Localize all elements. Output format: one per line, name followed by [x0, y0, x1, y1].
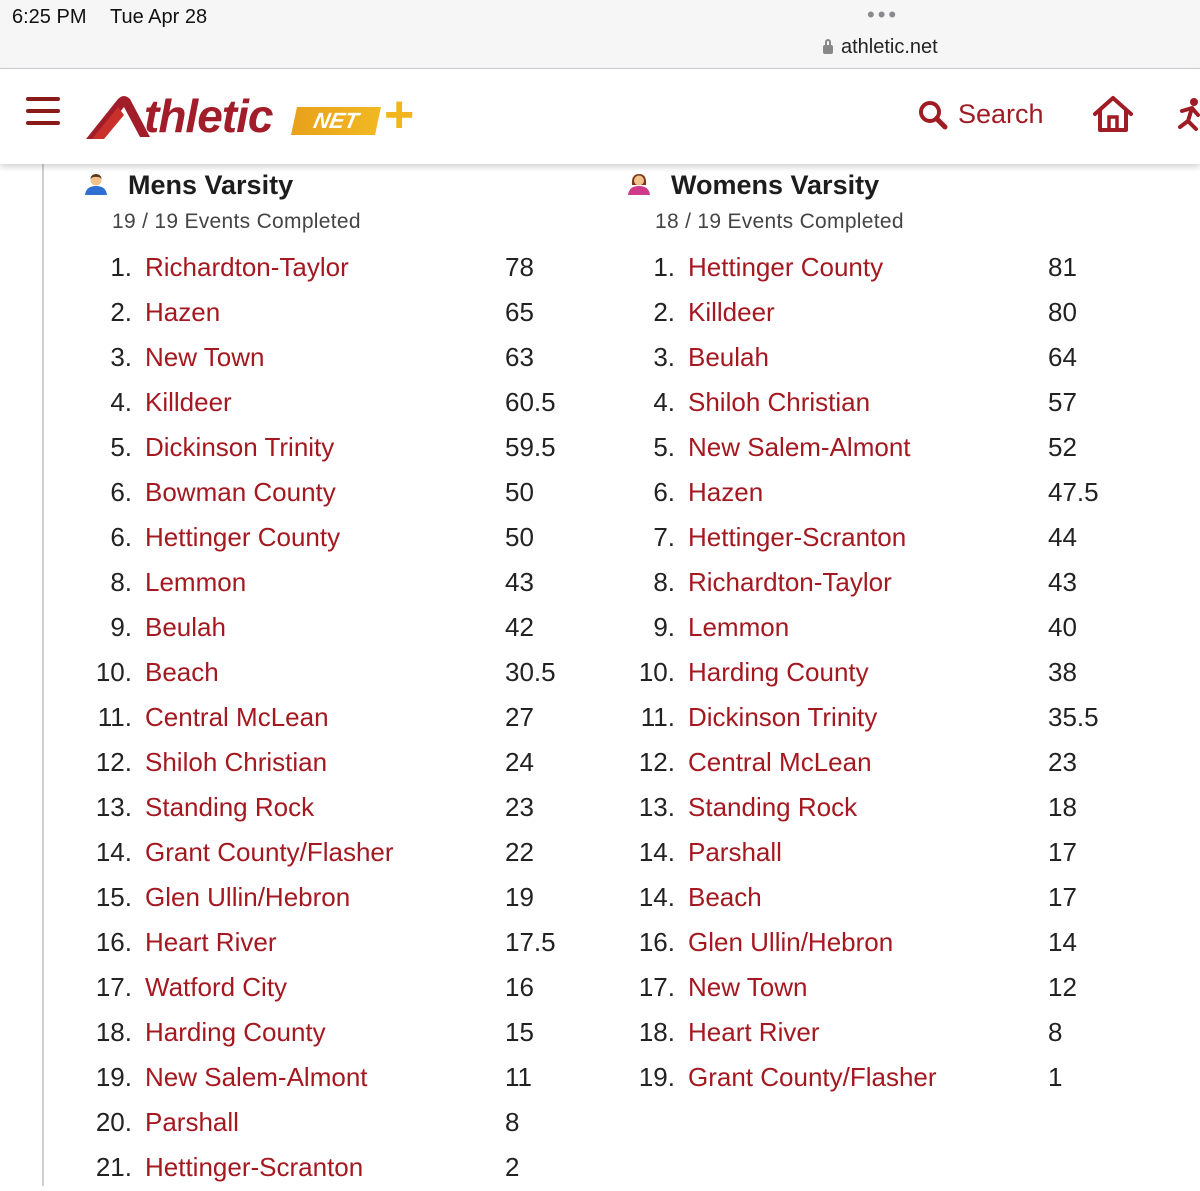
team-rank: 2.	[110, 297, 132, 327]
team-name-link[interactable]: Beulah	[688, 342, 769, 372]
team-result-row[interactable]	[627, 561, 1147, 606]
team-result-row[interactable]	[84, 291, 604, 336]
team-rank: 14.	[95, 837, 132, 867]
team-name-link[interactable]: Heart River	[688, 1017, 820, 1047]
team-result-row[interactable]	[627, 966, 1147, 1011]
team-name-link[interactable]: Beulah	[145, 612, 226, 642]
team-name-link[interactable]: Hazen	[145, 297, 221, 327]
team-result-row[interactable]	[84, 336, 604, 381]
team-result-row[interactable]	[627, 786, 1147, 831]
team-name-link[interactable]: Killdeer	[145, 387, 232, 417]
team-name-link[interactable]: New Town	[145, 342, 265, 372]
team-rank: 17.	[638, 972, 675, 1002]
team-result-row[interactable]	[627, 246, 1147, 291]
team-name-link[interactable]: Dickinson Trinity	[688, 702, 878, 732]
team-points: 60.5	[505, 387, 556, 417]
team-name-link[interactable]: New Town	[688, 972, 808, 1002]
team-rank: 10.	[638, 657, 675, 687]
team-points: 78	[505, 252, 534, 282]
team-name-link[interactable]: Watford City	[145, 972, 288, 1002]
team-rank: 6.	[110, 522, 132, 552]
team-rank: 11.	[640, 702, 675, 732]
team-result-row[interactable]	[84, 651, 604, 696]
browser-status-bar	[0, 0, 1200, 69]
team-rank: 16.	[95, 927, 132, 957]
team-rank: 1.	[653, 252, 675, 282]
team-name-link[interactable]: Glen Ullin/Hebron	[688, 927, 894, 957]
team-rank: 13.	[638, 792, 675, 822]
team-points: 65	[505, 297, 534, 327]
team-points: 63	[505, 342, 534, 372]
team-result-row[interactable]	[84, 606, 604, 651]
team-points: 18	[1048, 792, 1077, 822]
team-points: 2	[505, 1152, 520, 1182]
team-rank: 15.	[95, 882, 132, 912]
team-rank: 16.	[638, 927, 675, 957]
team-result-row[interactable]	[84, 741, 604, 786]
team-rank: 7.	[653, 522, 675, 552]
team-name-link[interactable]: Hazen	[688, 477, 764, 507]
team-name-link[interactable]: Parshall	[688, 837, 782, 867]
team-result-row[interactable]	[627, 1011, 1147, 1056]
team-name-link[interactable]: Hettinger County	[145, 522, 341, 552]
team-name-link[interactable]: Beach	[145, 657, 219, 687]
status-date: Tue Apr 28	[110, 6, 208, 28]
team-points: 16	[505, 972, 534, 1002]
team-scores-content	[0, 164, 1200, 1186]
team-rank: 4.	[110, 387, 132, 417]
team-name-link[interactable]: Lemmon	[688, 612, 790, 642]
status-time: 6:25 PM	[12, 6, 87, 28]
team-result-row[interactable]	[84, 561, 604, 606]
logo-wordmark: thletic	[144, 90, 273, 142]
team-name-link[interactable]: New Salem-Almont	[145, 1062, 368, 1092]
team-points: 11	[505, 1062, 532, 1092]
team-name-link[interactable]: Parshall	[145, 1107, 239, 1137]
team-points: 50	[505, 522, 534, 552]
team-points: 8	[1048, 1017, 1063, 1047]
team-points: 17	[1048, 882, 1077, 912]
team-result-row[interactable]	[627, 741, 1147, 786]
team-points: 1	[1048, 1062, 1063, 1092]
team-result-row[interactable]	[627, 876, 1147, 921]
team-result-row[interactable]	[627, 381, 1147, 426]
womens-varsity-title: Womens Varsity	[671, 170, 880, 200]
team-points: 43	[1048, 567, 1077, 597]
team-points: 44	[1048, 522, 1077, 552]
mens-varsity-title: Mens Varsity	[128, 170, 294, 200]
team-rank: 8.	[110, 567, 132, 597]
team-name-link[interactable]: Grant County/Flasher	[145, 837, 394, 867]
team-points: 17	[1048, 837, 1077, 867]
womens-events-completed: 18 / 19 Events Completed	[655, 210, 904, 233]
team-rank: 20.	[95, 1107, 132, 1137]
team-name-link[interactable]: Hettinger-Scranton	[145, 1152, 364, 1182]
team-result-row[interactable]	[84, 516, 604, 561]
team-result-row[interactable]	[627, 831, 1147, 876]
team-points: 47.5	[1048, 477, 1099, 507]
team-points: 27	[505, 702, 534, 732]
team-name-link[interactable]: Grant County/Flasher	[688, 1062, 937, 1092]
team-points: 59.5	[505, 432, 556, 462]
team-name-link[interactable]: Standing Rock	[145, 792, 315, 822]
team-name-link[interactable]: Central McLean	[145, 702, 329, 732]
team-rank: 18.	[95, 1017, 132, 1047]
team-rank: 8.	[653, 567, 675, 597]
team-rank: 10.	[95, 657, 132, 687]
runner-button[interactable]	[1178, 97, 1200, 138]
team-name-link[interactable]: Killdeer	[688, 297, 775, 327]
team-rank: 13.	[95, 792, 132, 822]
team-points: 42	[505, 612, 534, 642]
team-result-row[interactable]	[84, 1056, 604, 1101]
team-points: 35.5	[1048, 702, 1099, 732]
team-rank: 5.	[110, 432, 132, 462]
runner-icon	[1178, 97, 1200, 133]
team-result-row[interactable]	[84, 1146, 604, 1191]
team-result-row[interactable]	[84, 921, 604, 966]
logo-plus: +	[384, 86, 415, 144]
home-icon	[1092, 95, 1134, 133]
team-result-row[interactable]	[84, 426, 604, 471]
team-points: 52	[1048, 432, 1077, 462]
team-result-row[interactable]	[627, 291, 1147, 336]
mens-events-completed: 19 / 19 Events Completed	[112, 210, 361, 233]
team-points: 15	[505, 1017, 534, 1047]
divider	[42, 164, 44, 1186]
team-result-row[interactable]	[627, 471, 1147, 516]
team-result-row[interactable]	[84, 1101, 604, 1146]
team-rank: 18.	[638, 1017, 675, 1047]
team-rank: 21.	[95, 1152, 132, 1182]
team-rank: 11.	[97, 702, 132, 732]
team-result-row[interactable]	[627, 606, 1147, 651]
team-result-row[interactable]	[627, 426, 1147, 471]
team-name-link[interactable]: Richardton-Taylor	[688, 567, 892, 597]
team-result-row[interactable]	[84, 831, 604, 876]
athletic-net-logo[interactable]	[84, 87, 434, 147]
team-name-link[interactable]: Harding County	[688, 657, 869, 687]
site-header	[0, 69, 1200, 164]
team-name-link[interactable]: Beach	[688, 882, 762, 912]
team-points: 38	[1048, 657, 1077, 687]
team-rank: 12.	[95, 747, 132, 777]
team-points: 30.5	[505, 657, 556, 687]
lock-icon	[823, 45, 833, 54]
team-rank: 6.	[653, 477, 675, 507]
logo-net-badge: NET	[291, 107, 381, 135]
team-points: 12	[1048, 972, 1077, 1002]
team-rank: 9.	[653, 612, 675, 642]
team-rank: 2.	[653, 297, 675, 327]
team-name-link[interactable]: Heart River	[145, 927, 277, 957]
address-bar[interactable]	[823, 36, 938, 59]
team-name-link[interactable]: Standing Rock	[688, 792, 858, 822]
team-name-link[interactable]: Hettinger County	[688, 252, 884, 282]
team-name-link[interactable]: Shiloh Christian	[688, 387, 871, 417]
team-rank: 17.	[95, 972, 132, 1002]
team-result-row[interactable]	[84, 696, 604, 741]
team-result-row[interactable]	[84, 381, 604, 426]
team-result-row[interactable]	[627, 696, 1147, 741]
team-rank: 5.	[653, 432, 675, 462]
team-name-link[interactable]: Hettinger-Scranton	[688, 522, 907, 552]
search-icon	[918, 100, 948, 130]
search-label: Search	[958, 99, 1044, 129]
team-rank: 14.	[638, 882, 675, 912]
team-rank: 4.	[653, 387, 675, 417]
team-points: 14	[1048, 927, 1077, 957]
team-name-link[interactable]: New Salem-Almont	[688, 432, 911, 462]
team-result-row[interactable]	[84, 471, 604, 516]
address-url: athletic.net	[841, 36, 938, 58]
team-result-row[interactable]	[627, 1056, 1147, 1101]
menu-icon[interactable]	[26, 97, 60, 125]
team-rank: 12.	[638, 747, 675, 777]
team-points: 17.5	[505, 927, 556, 957]
team-points: 24	[505, 747, 534, 777]
team-rank: 3.	[110, 342, 132, 372]
team-rank: 19.	[638, 1062, 675, 1092]
team-result-row[interactable]	[84, 966, 604, 1011]
team-points: 19	[505, 882, 534, 912]
team-rank: 19.	[95, 1062, 132, 1092]
team-result-row[interactable]	[84, 246, 604, 291]
team-result-row[interactable]	[84, 1011, 604, 1056]
team-result-row[interactable]	[627, 336, 1147, 381]
team-rank: 3.	[653, 342, 675, 372]
team-result-row[interactable]	[84, 786, 604, 831]
team-points: 81	[1048, 252, 1077, 282]
home-button[interactable]	[1092, 95, 1134, 138]
team-result-row[interactable]	[84, 876, 604, 921]
female-athlete-icon	[627, 173, 651, 195]
team-result-row[interactable]	[627, 651, 1147, 696]
team-rank: 14.	[638, 837, 675, 867]
team-points: 43	[505, 567, 534, 597]
team-rank: 6.	[110, 477, 132, 507]
team-points: 8	[505, 1107, 520, 1137]
team-name-link[interactable]: Bowman County	[145, 477, 336, 507]
team-points: 40	[1048, 612, 1077, 642]
team-result-row[interactable]	[627, 921, 1147, 966]
male-athlete-icon	[84, 173, 108, 195]
team-name-link[interactable]: Harding County	[145, 1017, 326, 1047]
team-name-link[interactable]: Shiloh Christian	[145, 747, 328, 777]
team-result-row[interactable]	[627, 516, 1147, 561]
team-rank: 9.	[110, 612, 132, 642]
team-name-link[interactable]: Central McLean	[688, 747, 872, 777]
team-points: 80	[1048, 297, 1077, 327]
team-name-link[interactable]: Glen Ullin/Hebron	[145, 882, 351, 912]
team-name-link[interactable]: Dickinson Trinity	[145, 432, 335, 462]
team-points: 23	[505, 792, 534, 822]
more-dots-icon[interactable]: •••	[867, 2, 900, 27]
team-rank: 1.	[110, 252, 132, 282]
team-name-link[interactable]: Lemmon	[145, 567, 247, 597]
team-points: 57	[1048, 387, 1077, 417]
team-points: 50	[505, 477, 534, 507]
team-name-link[interactable]: Richardton-Taylor	[145, 252, 349, 282]
team-points: 23	[1048, 747, 1077, 777]
team-points: 22	[505, 837, 534, 867]
team-points: 64	[1048, 342, 1077, 372]
